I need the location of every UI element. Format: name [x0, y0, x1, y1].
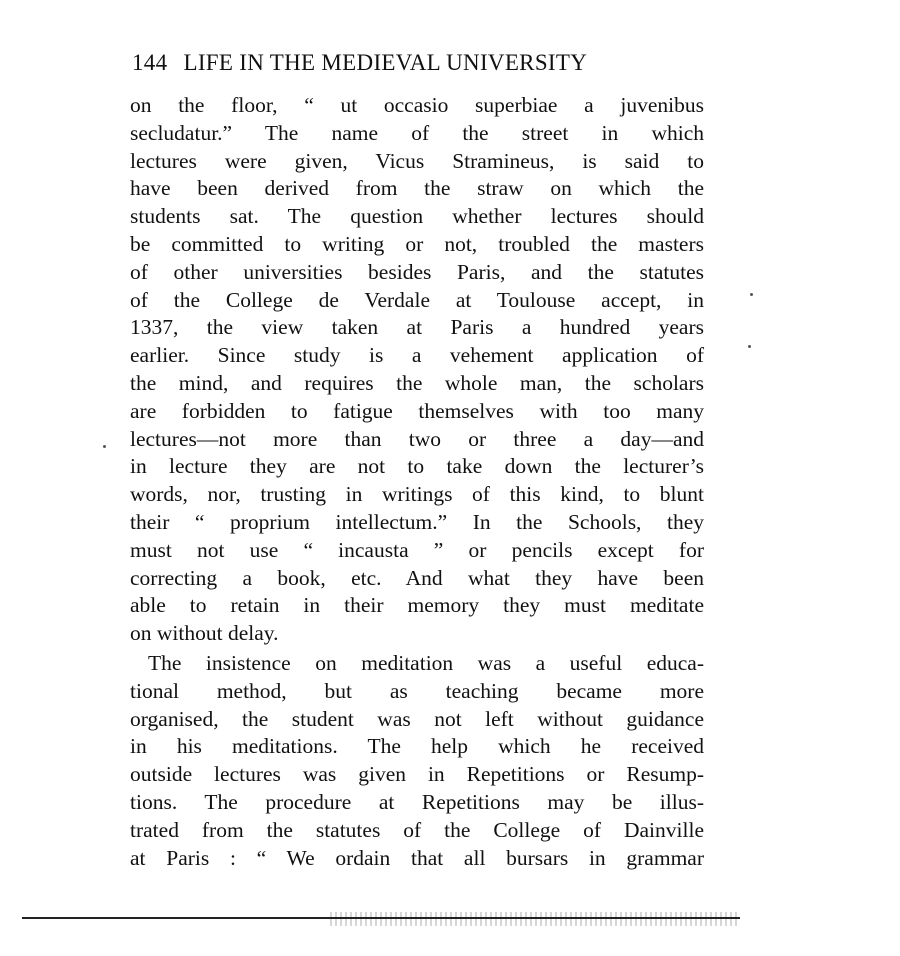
text-line: in his meditations. The help which he received	[130, 734, 704, 759]
text-line: trated from the statutes of the College of Dainville	[130, 817, 704, 842]
text-line: on the floor, “ ut occasio superbiae a juvenibus	[130, 93, 704, 117]
footer-rule	[22, 917, 740, 919]
text-line: secludatur.” The name of the street in which	[130, 120, 704, 145]
text-line: earlier. Since study is a vehement application of	[130, 343, 704, 368]
text-line: lectures—not more than two or three a day—and	[130, 426, 704, 451]
text-line: of other universities besides Paris, and the statutes	[130, 259, 704, 284]
text-line: have been derived from the straw on which the	[130, 176, 704, 201]
paragraph-2	[130, 650, 704, 872]
scan-speck	[748, 345, 751, 348]
text-line: outside lectures was given in Repetitions or Resump-	[130, 762, 704, 787]
paragraph-1	[130, 92, 704, 648]
text-line: of the College de Verdale at Toulouse accept, in	[130, 287, 704, 312]
scan-noise	[330, 912, 740, 926]
text-line: tions. The procedure at Repetitions may be illus-	[130, 789, 704, 814]
text-line: must not use “ incausta ” or pencils except for	[130, 537, 704, 562]
text-line: The insistence on meditation was a useful educa-	[148, 651, 704, 675]
text-line: able to retain in their memory they must meditate	[130, 593, 704, 618]
text-line: students sat. The question whether lectures should	[130, 204, 704, 229]
scan-speck	[750, 293, 753, 296]
text-line: 1337, the view taken at Paris a hundred years	[130, 315, 704, 340]
text-line: tional method, but as teaching became more	[130, 678, 704, 703]
text-line: correcting a book, etc. And what they have been	[130, 565, 704, 590]
running-header	[132, 50, 692, 76]
text-line: organised, the student was not left without guidance	[130, 706, 704, 731]
page-number: 144	[132, 50, 168, 75]
text-line: lectures were given, Vicus Stramineus, is said to	[130, 148, 704, 173]
text-line: at Paris : “ We ordain that all bursars in grammar	[130, 845, 704, 870]
text-line: on without delay.	[130, 621, 279, 646]
text-line: in lecture they are not to take down the lecturer’s	[130, 454, 704, 479]
scan-speck	[103, 445, 106, 448]
text-line: the mind, and requires the whole man, the scholars	[130, 370, 704, 395]
text-line: are forbidden to fatigue themselves with too many	[130, 398, 704, 423]
text-line: be committed to writing or not, troubled the masters	[130, 231, 704, 256]
running-title: LIFE IN THE MEDIEVAL UNIVERSITY	[183, 50, 588, 75]
text-line: their “ proprium intellectum.” In the Schools, they	[130, 509, 704, 534]
text-line: words, nor, trusting in writings of this kind, to blunt	[130, 482, 704, 507]
